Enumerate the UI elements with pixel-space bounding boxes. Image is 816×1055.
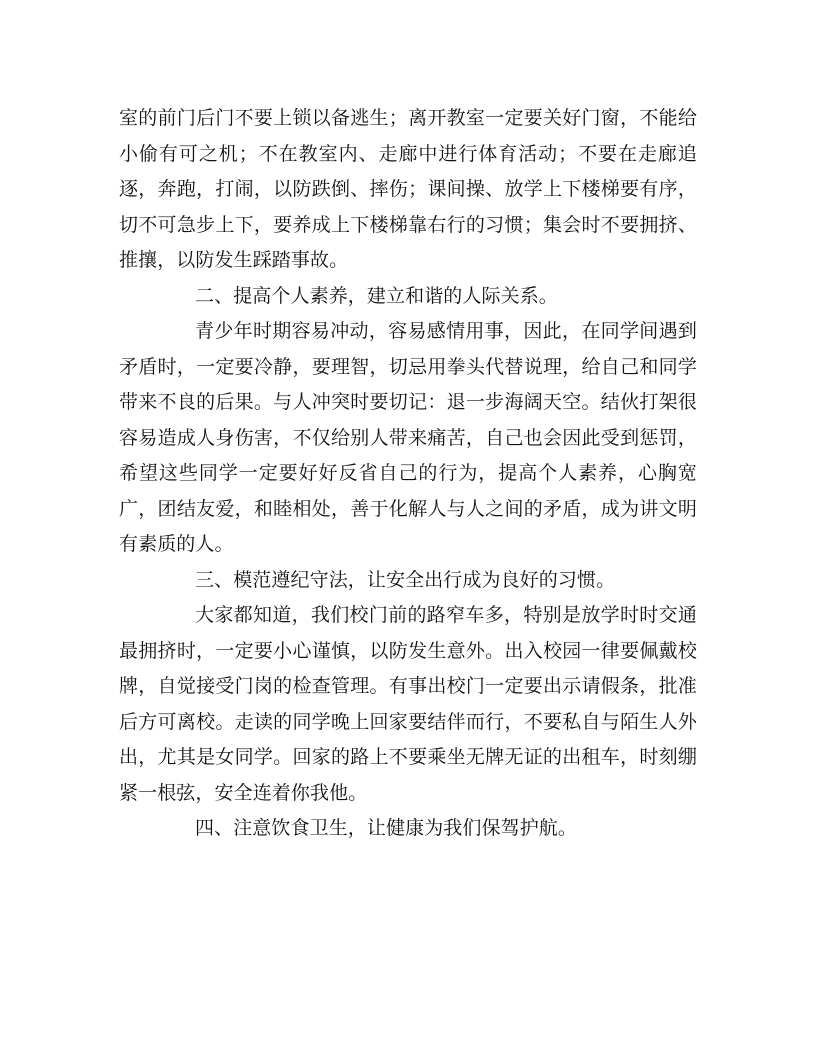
- paragraph-personal-quality: 青少年时期容易冲动，容易感情用事，因此，在同学间遇到矛盾时，一定要冷静，要理智，切忌用拳头代替说理，给自己和同学带来不良的后果。与人冲突时要切记：退一步海阔天空。结伙打架很容易造成人身伤害，不仅给别人带来痛苦，自己也会因此受到惩罚，希望这些同学一定要好好反省自己的行为，提高个人素养，心胸宽广，团结友爱，和睦相处，善于化解人与人之间的矛盾，成为讲文明有素质的人。: [119, 320, 697, 555]
- paragraph-obey-law: 大家都知道，我们校门前的路窄车多，特别是放学时时交通最拥挤时，一定要小心谨慎，以防发生意外。出入校园一律要佩戴校牌，自觉接受门岗的检查管理。有事出校门一定要出示请假条，批准后方可离校。走读的同学晚上回家要结伴而行，不要私自与陌生人外出，尤其是女同学。回家的路上不要乘坐无牌无证的出租车，时刻绷紧一根弦，安全连着你我他。: [119, 604, 697, 804]
- section-heading-obey-law: 三、模范遵纪守法，让安全出行成为良好的习惯。: [195, 568, 616, 591]
- paragraph-campus-safety-continued: 室的前门后门不要上锁以备逃生；离开教室一定要关好门窗，不能给小偷有可之机；不在教室内、走廊中进行体育活动；不要在走廊追逐，奔跑，打闹，以防跌倒、摔伤；课间操、放学上下楼梯要有序，切不可急步上下，要养成上下楼梯靠右行的习惯；集会时不要拥挤、推攘，以防发生踩踏事故。: [119, 107, 697, 271]
- section-heading-personal-quality: 二、提高个人素养，建立和谐的人际关系。: [195, 284, 558, 307]
- section-heading-food-hygiene: 四、注意饮食卫生，让健康为我们保驾护航。: [195, 817, 578, 839]
- document-body: [119, 101, 697, 847]
